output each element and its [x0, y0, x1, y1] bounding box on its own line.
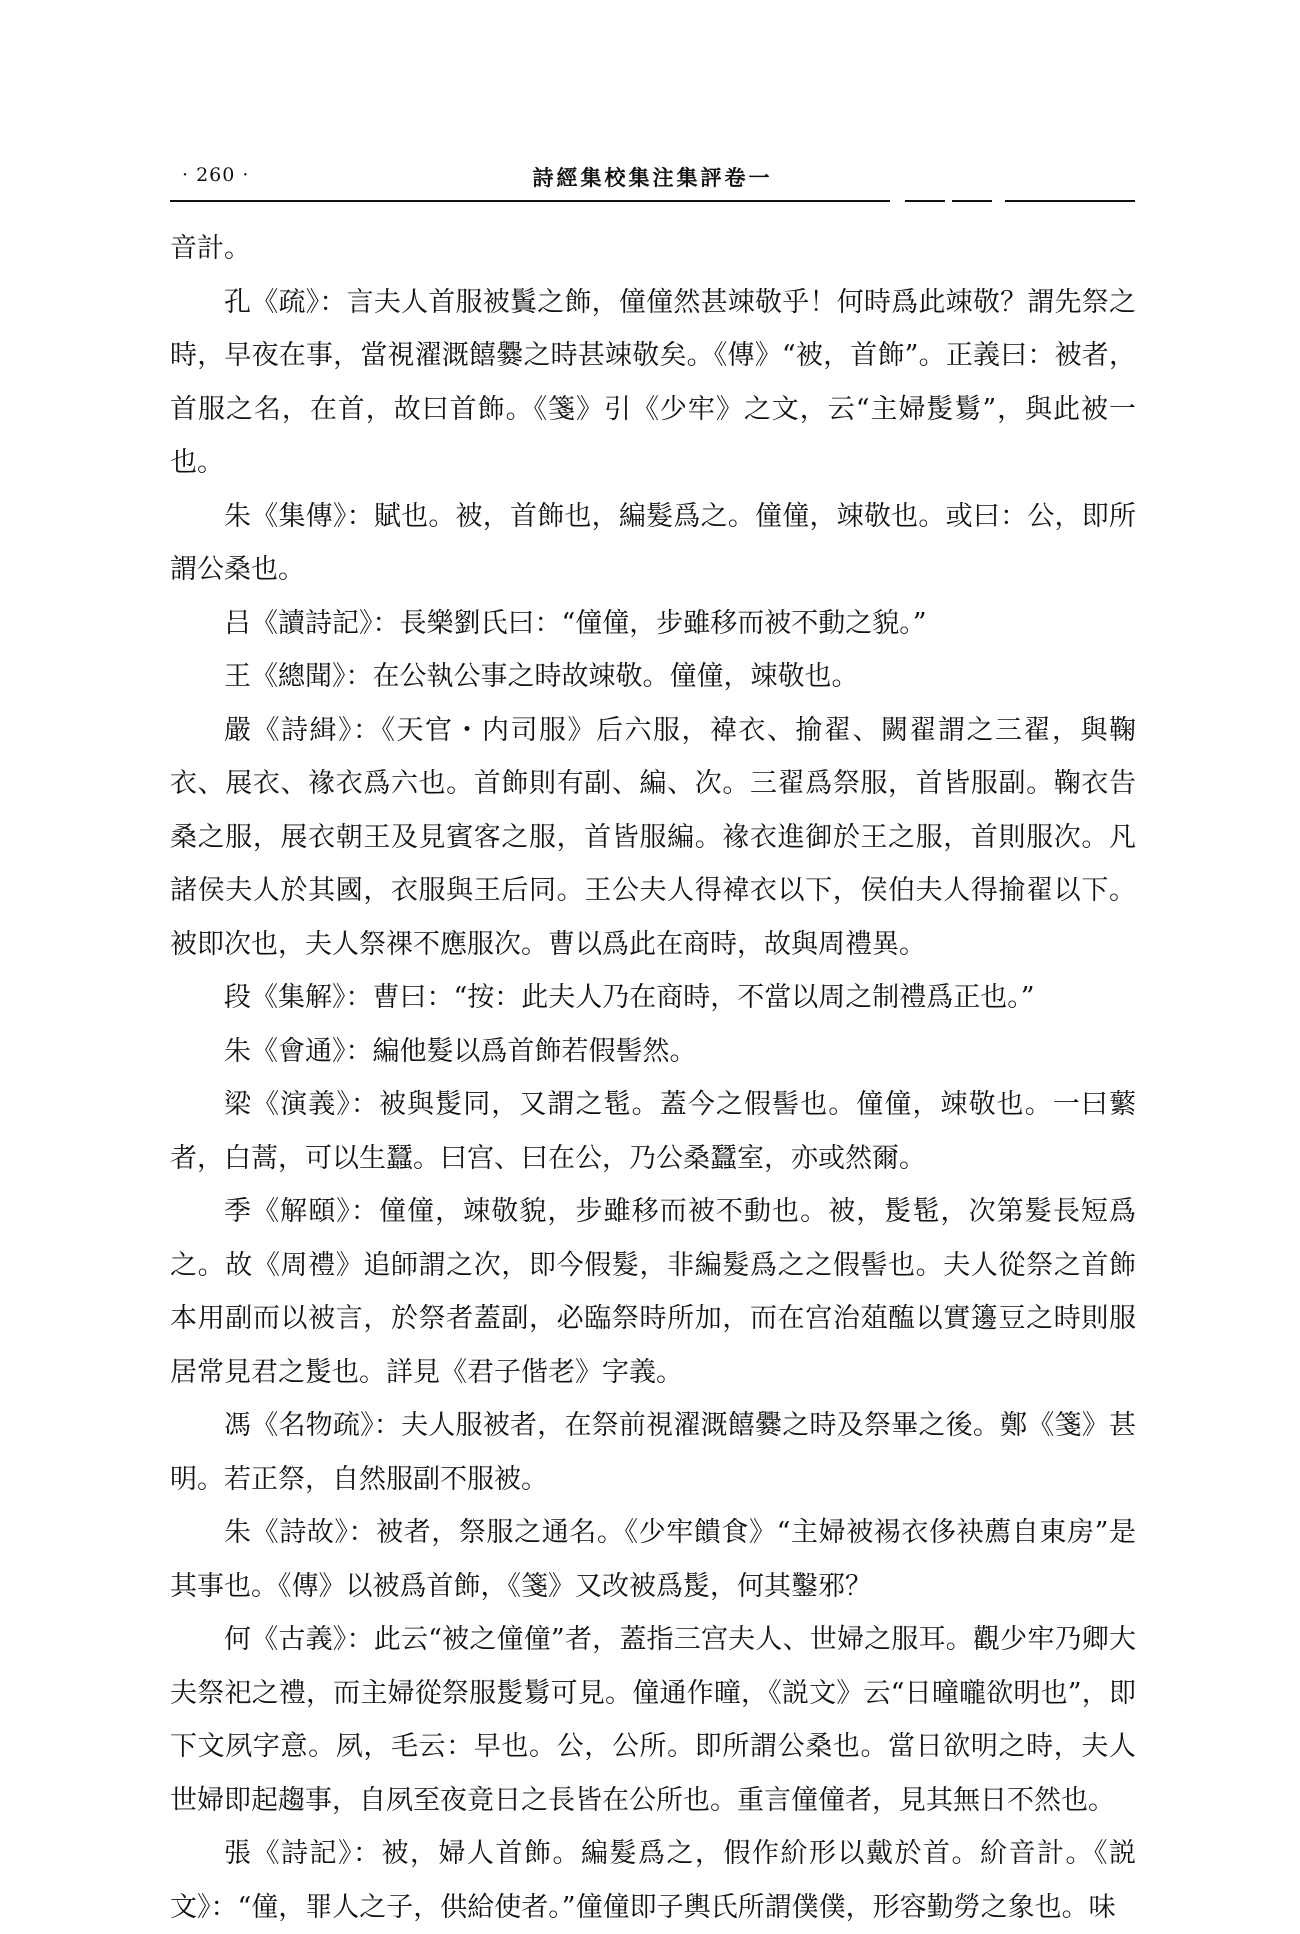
- header-rule-segment: [952, 200, 992, 202]
- paragraph: 梁《演義》：被與髲同，又謂之髢。蓋今之假髻也。僮僮，竦敬也。一曰蘩者，白蒿，可以生蠶。曰宫、曰在公，乃公桑蠶室，亦或然爾。: [170, 1089, 1136, 1174]
- page-number: · 260 ·: [182, 164, 250, 186]
- paragraph: 何《古義》：此云“被之僮僮”者，蓋指三宫夫人、世婦之服耳。觀少牢乃卿大夫祭祀之禮，而主婦從祭服髲鬄可見。僮通作曈，《説文》云“日曈曨欲明也”，即下文夙字意。夙，毛云：早也。公，公所。即所謂公桑也。當日欲明之時，夫人世婦即起趨事，自夙至夜竟日之長皆在公所也。重言僮僮者，見其無日不然也。: [170, 1624, 1136, 1816]
- paragraph: 馮《名物疏》：夫人服被者，在祭前視濯溉饎爨之時及祭畢之後。鄭《箋》甚明。若正祭，自然服副不服被。: [170, 1410, 1136, 1495]
- commentary-body: [170, 222, 1136, 1934]
- paragraph: 音計。: [170, 233, 251, 264]
- header-rule-segment: [1005, 200, 1135, 202]
- running-title: 詩經集校集注集評卷一: [532, 165, 773, 190]
- paragraph: 吕《讀詩記》：長樂劉氏曰：“僮僮，步雖移而被不動之貌。”: [224, 607, 927, 639]
- paragraph: 朱《會通》：編他髮以爲首飾若假髻然。: [224, 1035, 697, 1067]
- page-header: [170, 162, 1135, 196]
- paragraph: 孔《疏》：言夫人首服被鬒之飾，僮僮然甚竦敬乎！何時爲此竦敬？謂先祭之時，早夜在事，當視濯溉饎爨之時甚竦敬矣。《傳》“被，首飾”。正義曰：被者，首服之名，在首，故曰首飾。《箋》引《少牢》之文，云“主婦髲鬄”，與此被一也。: [170, 286, 1136, 478]
- paragraph: 季《解頤》：僮僮，竦敬貌，步雖移而被不動也。被，髲髢，次第髮長短爲之。故《周禮》追師謂之次，即今假髮，非編髮爲之之假髻也。夫人從祭之首飾本用副而以被言，於祭者蓋副，必臨祭時所加，而在宫治葅醢以實籩豆之時則服居常見君之髲也。詳見《君子偕老》字義。: [170, 1196, 1136, 1388]
- paragraph: 王《總聞》：在公執公事之時故竦敬。僮僮，竦敬也。: [224, 661, 859, 692]
- header-rule-segment: [905, 200, 945, 202]
- paragraph: 朱《集傳》：賦也。被，首飾也，編髮爲之。僮僮，竦敬也。或曰：公，即所謂公桑也。: [170, 500, 1136, 585]
- header-rule: [170, 200, 890, 202]
- paragraph: 朱《詩故》：被者，祭服之通名。《少牢饋食》“主婦被裼衣侈袂薦自東房”是其事也。《傳》以被爲首飾，《箋》又改被爲髲，何其鑿邪？: [170, 1517, 1136, 1602]
- paragraph: 段《集解》：曹曰：“按：此夫人乃在商時，不當以周之制禮爲正也。”: [224, 982, 1035, 1013]
- paragraph: 嚴《詩緝》：《天官・内司服》后六服，褘衣、揄翟、闕翟謂之三翟，與鞠衣、展衣、褖衣爲六也。首飾則有副、編、次。三翟爲祭服，首皆服副。鞠衣告桑之服，展衣朝王及見賓客之服，首皆服編。褖衣進御於王之服，首則服次。凡諸侯夫人於其國，衣服與王后同。王公夫人得褘衣以下，侯伯夫人得揄翟以下。被即次也，夫人祭祼不應服次。曹以爲此在商時，故與周禮異。: [170, 714, 1136, 960]
- paragraph: 張《詩記》：被，婦人首飾。編髮爲之，假作紒形以戴於首。紒音計。《説文》：“僮，罪人之子，供給使者。”僮僮即子輿氏所謂僕僕，形容勤勞之象也。味: [170, 1838, 1136, 1923]
